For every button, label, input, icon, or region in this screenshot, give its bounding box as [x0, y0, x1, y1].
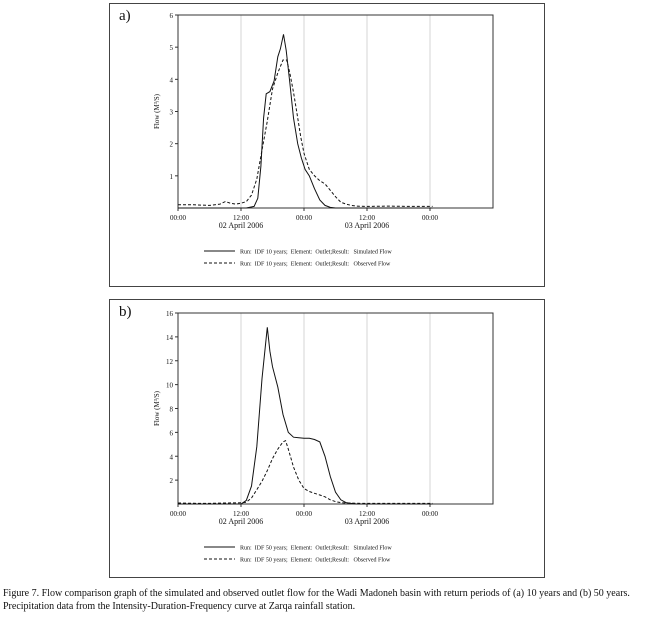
- chart-panel-b: [109, 299, 545, 578]
- series-line-simulated: [178, 327, 433, 504]
- y-axis-label: Flow (M³/S): [153, 391, 161, 426]
- y-tick-label: 6: [169, 429, 173, 438]
- figure-caption: Figure 7. Flow comparison graph of the simulated and observed outlet flow for the Wadi Madoneh basin with return periods of (a) 10 years and (b) 50 years. Precipitation data from the Intensity-Duration-Frequency curve at Zarqa rainfall station.: [3, 588, 630, 612]
- x-tick-label: 12:00: [233, 214, 249, 222]
- y-tick-label: 16: [166, 310, 173, 318]
- panel-label: b): [119, 304, 132, 320]
- y-tick-label: 10: [166, 381, 173, 390]
- x-tick-label: 00:00: [296, 510, 312, 518]
- x-tick-label: 12:00: [359, 510, 375, 518]
- x-tick-label: 12:00: [359, 214, 375, 222]
- date-label: 03 April 2006: [344, 517, 390, 526]
- x-tick-label: 00:00: [296, 214, 312, 222]
- chart-svg: [110, 4, 544, 286]
- y-tick-label: 5: [169, 44, 173, 53]
- y-tick-label: 1: [169, 172, 173, 181]
- y-tick-label: 2: [169, 140, 173, 149]
- panel-label: a): [119, 8, 131, 24]
- x-tick-label: 00:00: [170, 510, 186, 518]
- date-label: 02 April 2006: [218, 221, 264, 230]
- y-tick-label: 4: [169, 76, 173, 85]
- series-line-simulated: [178, 34, 433, 208]
- series-line-observed: [178, 441, 433, 504]
- y-tick-label: 6: [169, 12, 173, 20]
- legend-label: Run: IDF 10 years; Element: Outlet;Result: Observed Flow: [240, 261, 391, 268]
- y-tick-label: 4: [169, 453, 173, 462]
- y-tick-label: 14: [166, 333, 173, 342]
- chart-svg: [110, 300, 544, 577]
- date-label: 02 April 2006: [218, 517, 264, 526]
- date-label: 03 April 2006: [344, 221, 390, 230]
- y-tick-label: 8: [169, 405, 173, 414]
- plot-area: [178, 313, 493, 504]
- y-axis-label: Flow (M³/S): [153, 94, 161, 129]
- chart-panel-a: [109, 3, 545, 287]
- x-tick-label: 00:00: [422, 214, 438, 222]
- x-tick-label: 12:00: [233, 510, 249, 518]
- x-tick-label: 00:00: [170, 214, 186, 222]
- y-tick-label: 2: [169, 477, 173, 486]
- plot-area: [178, 15, 493, 208]
- legend-label: Run: IDF 50 years; Element: Outlet;Result: Observed Flow: [240, 557, 391, 564]
- series-line-observed: [178, 60, 433, 206]
- legend-label: Run: IDF 50 years; Element: Outlet;Result: Simulated Flow: [240, 545, 392, 552]
- y-tick-label: 12: [166, 357, 173, 366]
- y-tick-label: 3: [169, 108, 173, 117]
- legend-label: Run: IDF 10 years; Element: Outlet;Result: Simulated Flow: [240, 249, 392, 256]
- x-tick-label: 00:00: [422, 510, 438, 518]
